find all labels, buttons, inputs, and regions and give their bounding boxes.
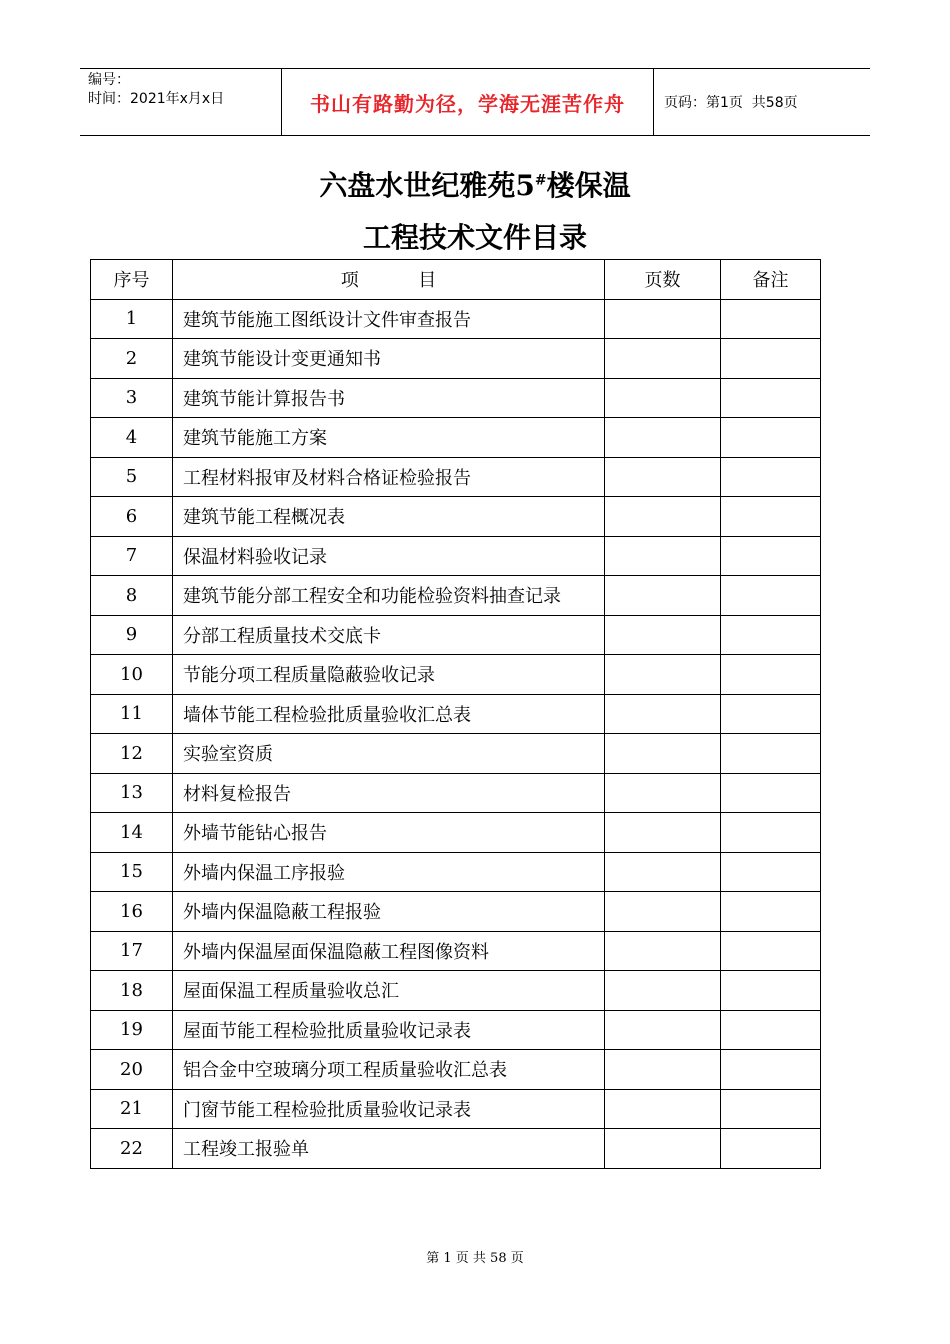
row-pages [605, 576, 721, 616]
table-row [91, 576, 821, 616]
row-note [721, 971, 821, 1011]
table-row [91, 418, 821, 458]
row-pages [605, 418, 721, 458]
row-note [721, 892, 821, 932]
row-pages [605, 378, 721, 418]
row-item: 节能分项工程质量隐蔽验收记录 [173, 655, 605, 695]
time-label: 时间：2021年x月x日 [88, 91, 225, 107]
document-title-line1 [0, 166, 950, 206]
document-title-line2: 工程技术文件目录 [362, 221, 587, 254]
table-row [91, 734, 821, 774]
row-pages [605, 1129, 721, 1169]
header-note: 备注 [721, 260, 821, 300]
row-note [721, 1129, 821, 1169]
table-row [91, 852, 821, 892]
row-item: 建筑节能施工方案 [173, 418, 605, 458]
row-note [721, 457, 821, 497]
row-number: 7 [91, 536, 173, 576]
row-note [721, 1050, 821, 1090]
header-item-text: 项 目 [340, 270, 437, 292]
row-number: 1 [91, 299, 173, 339]
row-number: 20 [91, 1050, 173, 1090]
row-note [721, 1010, 821, 1050]
table-header-row [91, 260, 821, 300]
title-line1-sup: # [534, 172, 547, 189]
row-item: 工程竣工报验单 [173, 1129, 605, 1169]
row-note [721, 813, 821, 853]
row-pages [605, 1089, 721, 1129]
row-note [721, 576, 821, 616]
row-note [721, 734, 821, 774]
row-number: 11 [91, 694, 173, 734]
row-number: 10 [91, 655, 173, 695]
row-pages [605, 299, 721, 339]
row-item: 屋面保温工程质量验收总汇 [173, 971, 605, 1011]
row-number: 13 [91, 773, 173, 813]
row-number: 9 [91, 615, 173, 655]
table-row [91, 1089, 821, 1129]
table-row [91, 536, 821, 576]
row-note [721, 852, 821, 892]
row-number: 19 [91, 1010, 173, 1050]
row-pages [605, 852, 721, 892]
table-row [91, 1129, 821, 1169]
row-pages [605, 339, 721, 379]
table-row [91, 813, 821, 853]
row-number: 8 [91, 576, 173, 616]
page-info-text: 页码：第1页 共58页 [664, 95, 798, 111]
row-pages [605, 497, 721, 537]
row-number: 6 [91, 497, 173, 537]
title-line1-post: 楼保温 [546, 169, 631, 202]
row-number: 15 [91, 852, 173, 892]
row-note [721, 418, 821, 458]
row-number: 16 [91, 892, 173, 932]
code-label: 编号： [88, 72, 130, 88]
header-no: 序号 [91, 260, 173, 300]
row-number: 4 [91, 418, 173, 458]
page-header [80, 68, 870, 136]
table-row [91, 971, 821, 1011]
table-row [91, 694, 821, 734]
row-pages [605, 457, 721, 497]
row-pages [605, 1050, 721, 1090]
header-item [173, 260, 605, 300]
row-item: 墙体节能工程检验批质量验收汇总表 [173, 694, 605, 734]
row-item: 建筑节能施工图纸设计文件审查报告 [173, 299, 605, 339]
header-meta [80, 69, 282, 135]
row-note [721, 299, 821, 339]
row-number: 12 [91, 734, 173, 774]
toc-table [90, 259, 821, 1169]
title-line1-pre: 六盘水世纪雅苑5 [319, 169, 535, 202]
row-number: 17 [91, 931, 173, 971]
row-item: 铝合金中空玻璃分项工程质量验收汇总表 [173, 1050, 605, 1090]
row-pages [605, 813, 721, 853]
row-note [721, 497, 821, 537]
page-footer: 第 1 页 共 58 页 [426, 1251, 524, 1266]
table-row [91, 299, 821, 339]
row-number: 18 [91, 971, 173, 1011]
table-row [91, 497, 821, 537]
header-pages: 页数 [605, 260, 721, 300]
row-item: 外墙节能钻心报告 [173, 813, 605, 853]
row-pages [605, 615, 721, 655]
table-row [91, 1010, 821, 1050]
row-item: 建筑节能工程概况表 [173, 497, 605, 537]
row-number: 5 [91, 457, 173, 497]
table-row [91, 931, 821, 971]
row-pages [605, 773, 721, 813]
row-pages [605, 694, 721, 734]
table-row [91, 378, 821, 418]
row-item: 外墙内保温隐蔽工程报验 [173, 892, 605, 932]
row-item: 实验室资质 [173, 734, 605, 774]
header-motto: 书山有路勤为径，学海无涯苦作舟 [282, 69, 654, 135]
row-pages [605, 931, 721, 971]
row-note [721, 694, 821, 734]
table-row [91, 655, 821, 695]
row-note [721, 655, 821, 695]
row-note [721, 1089, 821, 1129]
row-note [721, 339, 821, 379]
table-row [91, 892, 821, 932]
row-item: 屋面节能工程检验批质量验收记录表 [173, 1010, 605, 1050]
row-note [721, 615, 821, 655]
table-row [91, 457, 821, 497]
row-item: 建筑节能计算报告书 [173, 378, 605, 418]
row-item: 工程材料报审及材料合格证检验报告 [173, 457, 605, 497]
table-row [91, 773, 821, 813]
row-pages [605, 892, 721, 932]
row-number: 2 [91, 339, 173, 379]
row-number: 3 [91, 378, 173, 418]
row-note [721, 378, 821, 418]
row-item: 材料复检报告 [173, 773, 605, 813]
row-number: 14 [91, 813, 173, 853]
table-row [91, 615, 821, 655]
row-number: 21 [91, 1089, 173, 1129]
row-note [721, 931, 821, 971]
row-pages [605, 971, 721, 1011]
row-pages [605, 734, 721, 774]
row-note [721, 773, 821, 813]
row-note [721, 536, 821, 576]
table-row [91, 1050, 821, 1090]
row-item: 建筑节能分部工程安全和功能检验资料抽查记录 [173, 576, 605, 616]
row-item: 门窗节能工程检验批质量验收记录表 [173, 1089, 605, 1129]
table-row [91, 339, 821, 379]
row-pages [605, 536, 721, 576]
row-item: 保温材料验收记录 [173, 536, 605, 576]
row-number: 22 [91, 1129, 173, 1169]
toc-body [91, 299, 821, 1168]
row-item: 建筑节能设计变更通知书 [173, 339, 605, 379]
row-item: 外墙内保温工序报验 [173, 852, 605, 892]
row-item: 分部工程质量技术交底卡 [173, 615, 605, 655]
row-item: 外墙内保温屋面保温隐蔽工程图像资料 [173, 931, 605, 971]
row-pages [605, 1010, 721, 1050]
header-page-info [654, 69, 870, 135]
row-pages [605, 655, 721, 695]
